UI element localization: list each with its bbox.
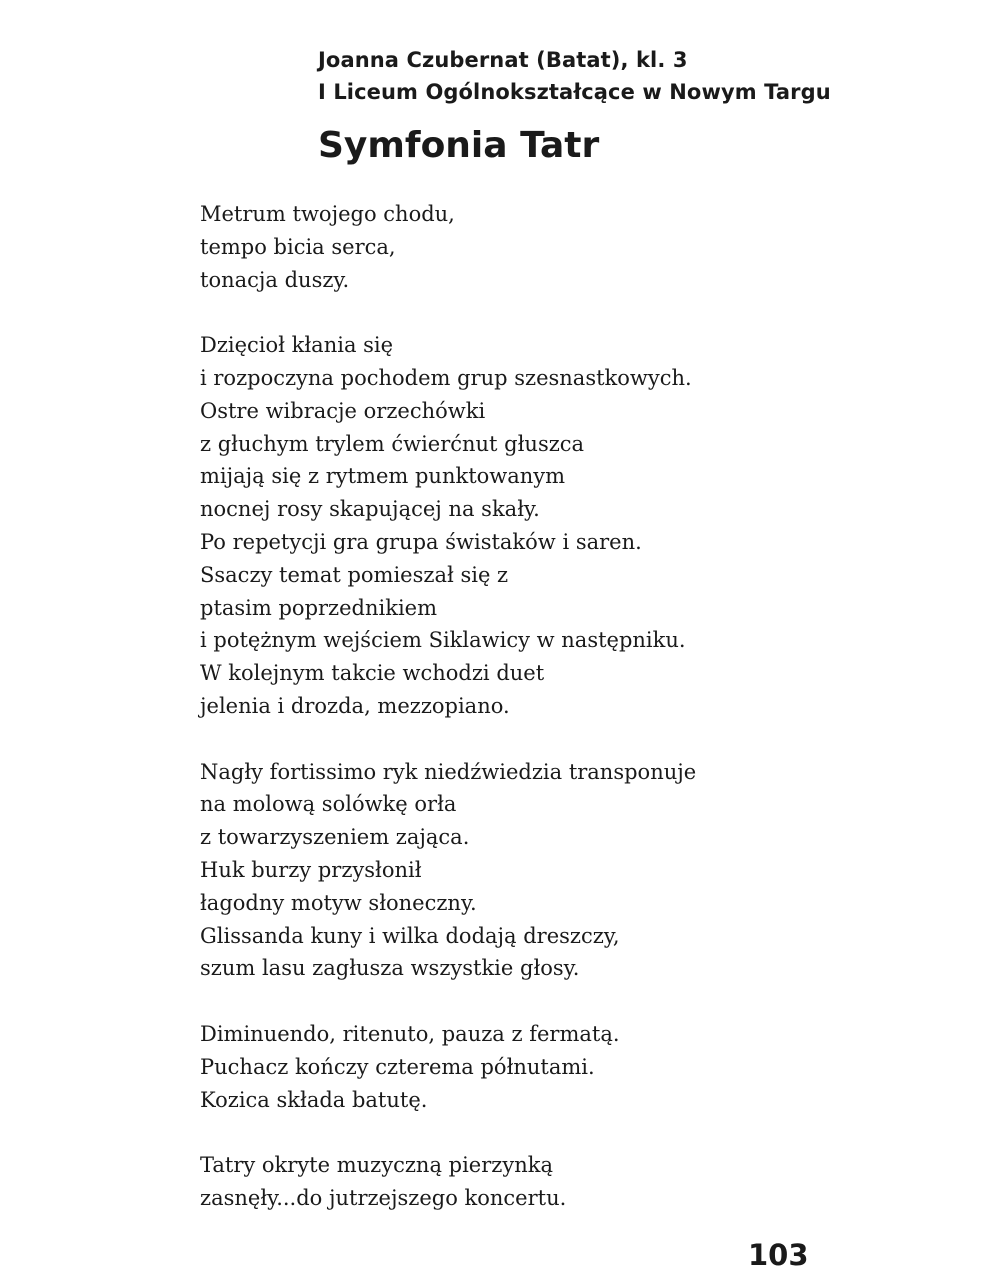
verse-line: Puchacz kończy czterema półnutami. bbox=[200, 1054, 595, 1079]
verse-line: Metrum twojego chodu, bbox=[200, 202, 455, 226]
verse-line: i rozpoczyna pochodem grup szesnastkowych. bbox=[200, 365, 692, 390]
verse-line: Glissanda kuny i wilka dodają dreszczy, bbox=[200, 923, 620, 948]
verse-line: jelenia i drozda, mezzopiano. bbox=[200, 693, 510, 718]
poem-title: Symfonia Tatr bbox=[318, 125, 600, 166]
verse-line: Ssaczy temat pomieszał się z bbox=[200, 562, 509, 587]
verse-line: i potężnym wejściem Siklawicy w następniku. bbox=[200, 628, 686, 653]
stanza bbox=[200, 329, 696, 723]
verse-line: Tatry okryte muzyczną pierzynką bbox=[200, 1153, 553, 1178]
author-header bbox=[318, 44, 831, 108]
verse-line: mijają się z rytmem punktowanym bbox=[200, 464, 566, 489]
stanza bbox=[200, 756, 696, 986]
verse-line: zasnęły...do jutrzejszego koncertu. bbox=[200, 1185, 567, 1210]
verse-line: tempo bicia serca, bbox=[200, 234, 396, 259]
verse-line: Po repetycji gra grupa świstaków i saren. bbox=[200, 529, 642, 554]
author-name: Joanna Czubernat (Batat), kl. 3 bbox=[318, 48, 688, 72]
verse-line: tonacja duszy. bbox=[200, 267, 350, 292]
poem-body bbox=[200, 198, 696, 1215]
verse-line: nocnej rosy skapującej na skały. bbox=[200, 497, 540, 522]
verse-line: W kolejnym takcie wchodzi duet bbox=[200, 661, 545, 686]
verse-line: Nagły fortissimo ryk niedźwiedzia transponuje bbox=[200, 759, 697, 784]
verse-line: Ostre wibracje orzechówki bbox=[200, 398, 486, 423]
verse-line: na molową solówkę orła bbox=[200, 792, 457, 817]
verse-line: ptasim poprzednikiem bbox=[200, 595, 438, 620]
verse-line: Diminuendo, ritenuto, pauza z fermatą. bbox=[200, 1021, 620, 1046]
verse-line: z głuchym trylem ćwierćnut głuszca bbox=[200, 431, 585, 456]
page-number: 103 bbox=[748, 1238, 809, 1272]
stanza bbox=[200, 1018, 696, 1116]
school-name: I Liceum Ogólnokształcące w Nowym Targu bbox=[318, 80, 831, 104]
verse-line: Dzięcioł kłania się bbox=[200, 333, 394, 358]
verse-line: z towarzyszeniem zająca. bbox=[200, 825, 470, 850]
verse-line: szum lasu zagłusza wszystkie głosy. bbox=[200, 956, 580, 981]
stanza bbox=[200, 1149, 696, 1215]
verse-line: Kozica składa batutę. bbox=[200, 1087, 428, 1112]
verse-line: łagodny motyw słoneczny. bbox=[200, 890, 477, 915]
verse-line: Huk burzy przysłonił bbox=[200, 857, 422, 882]
stanza bbox=[200, 198, 696, 296]
